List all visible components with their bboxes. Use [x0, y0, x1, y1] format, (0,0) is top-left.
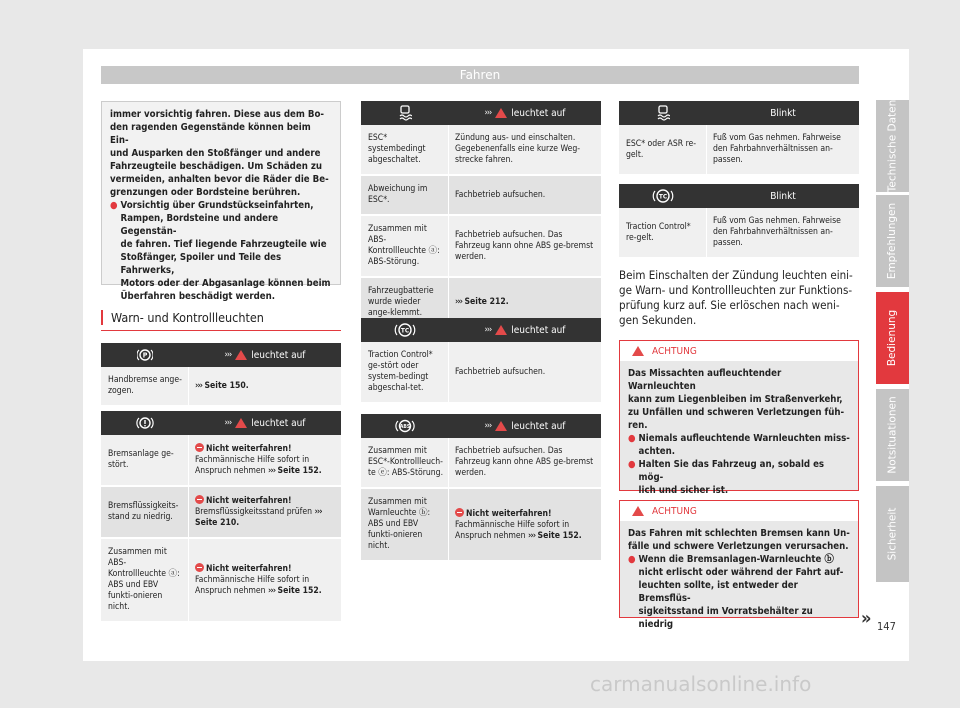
action-cell: Fuß vom Gas nehmen. Fahrweise den Fahrbahnverhältnissen an-passen. — [713, 216, 841, 248]
header-label: Blinkt — [770, 190, 796, 202]
table-header — [361, 318, 601, 342]
page-link[interactable]: Seite 152. — [277, 466, 322, 476]
header-label: leuchtet auf — [251, 349, 306, 361]
table-row — [101, 487, 341, 539]
table-header — [101, 411, 341, 435]
action-cell: Fachbetrieb aufsuchen. — [455, 189, 546, 200]
action-cell: Nicht weiterfahren! Bremsflüssigkeitsstand prüfen ››› Seite 210. — [195, 496, 322, 528]
abs-icon — [361, 419, 449, 433]
action-cell: Fachbetrieb aufsuchen. Das Fahrzeug kann ohne ABS ge-bremst werden. — [455, 229, 594, 262]
warning-box-2: ACHTUNG Das Fahren mit schlechten Bremsen kann Un- fälle und schwere Verletzungen verursachen. ● Wenn die Bremsanlagen-Warnleuchte ⓑ nicht erlischt oder während der Fahrt auf- leuchten sollte, ist entweder der Bremsflüs- sigkeitsstand im Vorratsbehälter zu niedrig — [619, 500, 859, 618]
continue-mark: » — [861, 608, 872, 629]
stop-icon — [455, 508, 464, 517]
tc-icon — [619, 188, 707, 204]
condition-cell: Bremsflüssigkeits-stand zu niedrig. — [101, 487, 189, 537]
page-link[interactable]: Seite 152. — [537, 530, 582, 541]
warning-triangle-icon — [495, 325, 507, 335]
svg-text:ABS: ABS — [399, 424, 411, 430]
section-title: Warn- und Kontrollleuchten — [101, 310, 264, 325]
condition-cell: Bremsanlage ge-stört. — [101, 435, 189, 485]
t1-table — [101, 343, 341, 407]
warning-box-1: ACHTUNG Das Missachten aufleuchtender Warnleuchten kann zum Liegenbleiben im Straßenverkehr, zu Unfällen und schweren Verletzungen füh- ren. ● Niemals aufleuchtende Warnleuchten miss- achten. ● Halten Sie das Fahrzeug an, sobald es mög- lich und sicher ist. — [619, 340, 859, 491]
watermark: carmanualsonline.info — [590, 672, 812, 696]
action-cell: Nicht weiterfahren! Fachmännische Hilfe sofort in Anspruch nehmen ››› Seite 152. — [195, 564, 322, 596]
page-link[interactable]: Seite 152. — [277, 586, 322, 596]
condition-cell: Zusammen mit ABS-Kontrollleuchte ⓐ: ABS und EBV funkti-onieren nicht. — [101, 539, 189, 621]
page-link[interactable]: Seite 150. — [204, 380, 249, 391]
condition-cell: ESC* oder ASR re-gelt. — [619, 125, 707, 174]
stop-icon — [195, 443, 204, 452]
table-row — [361, 489, 601, 562]
arrow-icon: ››› — [484, 420, 492, 431]
table-row — [361, 125, 601, 176]
warning-triangle-icon — [235, 418, 247, 428]
table-header — [619, 101, 859, 125]
condition-cell: Handbremse ange-zogen. — [101, 367, 189, 405]
table-header — [361, 101, 601, 125]
action-cell: Zündung aus- und einschalten. Gegebenenfalls eine kurze Weg-strecke fahren. — [455, 133, 581, 165]
title-rule — [101, 330, 341, 331]
stop-icon — [195, 495, 204, 504]
header-label: leuchtet auf — [511, 324, 566, 336]
esc-icon — [361, 105, 449, 121]
arrow-icon: ››› — [484, 107, 492, 118]
warning-title: ACHTUNG — [652, 345, 697, 357]
action-cell: Nicht weiterfahren! Fachmännische Hilfe sofort in Anspruch nehmen ››› Seite 152. — [455, 508, 582, 541]
table-header — [361, 414, 601, 438]
condition-cell: Traction Control* re-gelt. — [619, 208, 707, 257]
header-label: Blinkt — [770, 107, 796, 119]
parking-brake-icon — [101, 348, 189, 362]
header-label: leuchtet auf — [251, 417, 306, 429]
warning-title: ACHTUNG — [652, 505, 697, 517]
condition-cell: Zusammen mit ABS-Kontrollleuchte ⓐ: ABS-Störung. — [361, 216, 449, 276]
caution-box: immer vorsichtig fahren. Diese aus dem Bo- den ragenden Gegenstände können beim Ein- und Ausparken den Stoßfänger und andere Fahrzeugteile beschädigen. Um Schäden zu vermeiden, anhalten bevor die Räder die Be- grenzungen oder Bordsteine berühren. ● Vorsichtig über Grundstückseinfahrten, Rampen, Bordsteine und andere Gegenstän- de fahren. Tief liegende Fahrzeugteile wie Stoßfänger, Spoiler und Teile des Fahrwerks, Motors oder der Abgasanlage können beim Überfahren beschädigt werden. — [101, 101, 341, 285]
tab-sicherheit[interactable]: Sicherheit — [876, 486, 909, 582]
warning-triangle-icon — [632, 346, 644, 356]
paragraph: Beim Einschalten der Zündung leuchten eini- ge Warn- und Kontrollleuchten zur Funktions- prüfung kurz auf. Sie erlöschen nach weni- gen Sekunden. — [619, 268, 853, 327]
condition-cell: Abweichung im ESC*. — [361, 176, 449, 214]
brake-icon — [101, 416, 189, 430]
table-row — [619, 208, 859, 259]
condition-cell: Traction Control* ge-stört oder system-bedingt abgeschal-tet. — [361, 342, 449, 402]
action-cell: ››› Seite 150. — [195, 380, 249, 391]
table-row — [361, 176, 601, 216]
table-header — [101, 343, 341, 367]
t6-table — [619, 101, 859, 176]
warning-triangle-icon — [632, 506, 644, 516]
arrow-icon: ››› — [484, 324, 492, 335]
warning-triangle-icon — [235, 350, 247, 360]
arrow-icon: ››› — [224, 417, 232, 428]
t4-table — [361, 318, 601, 404]
t3-table — [361, 101, 601, 329]
table-row — [361, 216, 601, 278]
warning-triangle-icon — [495, 108, 507, 118]
svg-text:P: P — [142, 351, 148, 360]
page-header: Fahren — [101, 66, 859, 84]
tab-bedienung[interactable]: Bedienung — [876, 292, 909, 384]
condition-cell: ESC* systembedingt abgeschaltet. — [361, 125, 449, 174]
table-row — [101, 435, 341, 487]
stop-icon — [195, 563, 204, 572]
condition-cell: Fahrzeugbatterie wurde wieder ange-klemmt. — [361, 278, 449, 327]
page-link[interactable]: Seite 210. — [195, 518, 240, 528]
esc-icon — [619, 105, 707, 121]
table-row — [619, 125, 859, 176]
tab-notsituationen[interactable]: Notsituationen — [876, 389, 909, 481]
condition-cell: Zusammen mit Warnleuchte ⓑ: ABS und EBV funkti-onieren nicht. — [361, 489, 449, 560]
tc-icon — [361, 322, 449, 338]
action-cell: Nicht weiterfahren! Fachmännische Hilfe sofort in Anspruch nehmen ››› Seite 152. — [195, 444, 322, 476]
tab-technische-daten[interactable]: Technische Daten — [876, 100, 909, 192]
condition-cell: Zusammen mit ESC*-Kontrollleuch-te ⓔ: ABS-Störung. — [361, 438, 449, 487]
table-row — [361, 342, 601, 404]
warning-triangle-icon — [495, 421, 507, 431]
action-cell: Fachbetrieb aufsuchen. — [455, 366, 546, 377]
header-label: leuchtet auf — [511, 107, 566, 119]
action-cell: ››› Seite 212. — [455, 297, 509, 307]
table-header — [619, 184, 859, 208]
header-label: leuchtet auf — [511, 420, 566, 432]
t5-table — [361, 414, 601, 562]
page-number: 147 — [877, 620, 896, 633]
table-row — [361, 438, 601, 489]
table-row — [101, 539, 341, 623]
tab-empfehlungen[interactable]: Empfehlungen — [876, 195, 909, 287]
arrow-icon: ››› — [224, 349, 232, 360]
action-cell: Fachbetrieb aufsuchen. Das Fahrzeug kann ohne ABS ge-bremst werden. — [455, 446, 594, 478]
table-row — [101, 367, 341, 407]
svg-text:TC: TC — [658, 192, 668, 201]
t7-table — [619, 184, 859, 259]
t2-table — [101, 411, 341, 623]
action-cell: Fuß vom Gas nehmen. Fahrweise den Fahrbahnverhältnissen an-passen. — [713, 133, 841, 165]
svg-text:TC: TC — [400, 326, 410, 335]
page-link[interactable]: Seite 212. — [464, 297, 509, 307]
